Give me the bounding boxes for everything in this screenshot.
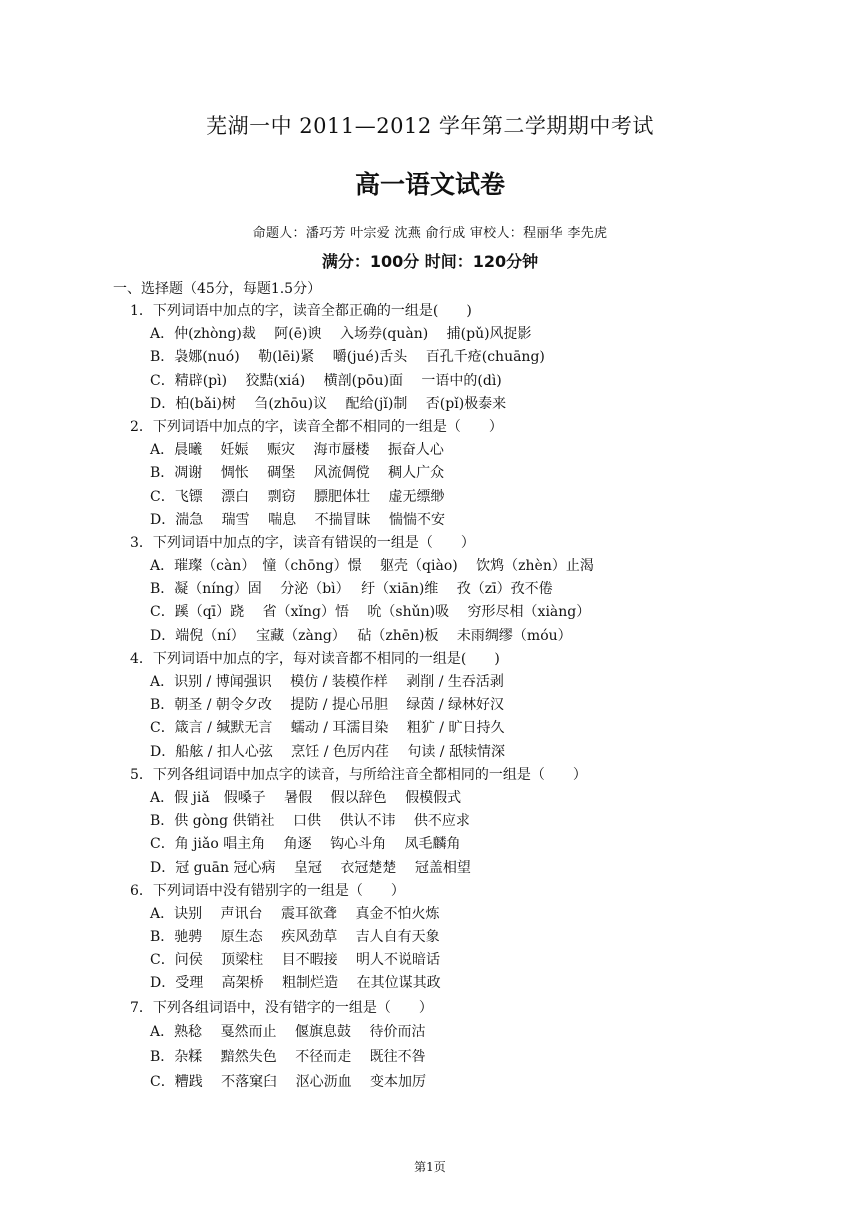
option-b: B．袅娜(nuó) 勒(lēi)紧 嚼(jué)舌头 百孔千疮(chuāng) <box>150 349 545 366</box>
option-a: A．晨曦 妊娠 赈灾 海市蜃楼 振奋人心 <box>150 442 444 459</box>
option-b: B．供 gòng 供销社 口供 供认不讳 供不应求 <box>150 813 470 830</box>
question-4 <box>130 648 770 764</box>
option-b: B．凝（níng）固 分泌（bì） 纡（xiān)维 孜（zī）孜不倦 <box>150 581 553 598</box>
question-2 <box>130 416 770 532</box>
option-a: A．识别 / 博闻强识 模仿 / 装模作样 剥削 / 生吞活剥 <box>150 674 504 690</box>
option-c: C．精辟(pì) 狡黠(xiá) 横剖(pōu)面 一语中的(dì) <box>150 372 502 389</box>
question-stem: 3．下列词语中加点的字，读音有错误的一组是（ ） <box>130 534 475 551</box>
question-6 <box>130 880 770 996</box>
page-number: 第1页 <box>414 1160 446 1174</box>
question-stem: 2．下列词语中加点的字，读音全都不相同的一组是（ ） <box>130 418 503 435</box>
question-stem: 1．下列词语中加点的字，读音全都正确的一组是( ) <box>130 303 472 319</box>
option-c: C．蹊（qī）跷 省（xǐng）悟 吮（shǔn)吸 穷形尽相（xiàng） <box>150 604 591 621</box>
option-a: A．假 jiǎ 假嗓子 暑假 假以辞色 假模假式 <box>150 789 462 806</box>
question-stem: 5．下列各组词语中加点字的读音，与所给注音全都相同的一组是（ ） <box>130 766 587 783</box>
score-time-line: 满分：100分 时间：120分钟 <box>321 252 539 271</box>
question-1 <box>130 300 770 416</box>
option-a: A．诀别 声讯台 震耳欲聋 真金不怕火炼 <box>150 905 440 922</box>
option-c: C．问侯 顶梁柱 目不暇接 明人不说暗话 <box>150 952 441 969</box>
option-d: D．柏(bǎi)树 刍(zhōu)议 配给(jǐ)制 否(pǐ)极泰来 <box>150 395 507 412</box>
option-c: C．飞镖 漂白 剽窃 膘肥体壮 虚无缥缈 <box>150 488 445 505</box>
section-heading: 一、选择题（45分，每题1.5分） <box>113 281 322 297</box>
question-list <box>130 300 770 1095</box>
question-7 <box>130 996 770 1095</box>
option-b: B．杂糅 黯然失色 不径而走 既往不咎 <box>150 1048 426 1065</box>
option-a: A．璀璨（càn） 憧（chōng）憬 躯壳（qiào) 饮鸩（zhèn）止渴 <box>150 558 594 575</box>
school-title: 芜湖一中 2011—2012 学年第二学期期中考试 <box>206 114 654 138</box>
option-d: D．冠 guān 冠心病 皇冠 衣冠楚楚 冠盖相望 <box>150 859 471 876</box>
option-d: D．湍急 瑞雪 喘息 不揣冒昧 惴惴不安 <box>150 511 446 528</box>
option-d: D．受理 高架桥 粗制烂造 在其位谋其政 <box>150 975 441 992</box>
authors-line: 命题人：潘巧芳 叶宗爱 沈燕 俞行成 审校人：程丽华 李先虎 <box>252 226 608 241</box>
option-d: D．端倪（ní） 宝藏（zàng） 砧（zhēn)板 未雨绸缪（móu） <box>150 627 572 644</box>
exam-title: 高一语文试卷 <box>354 170 505 199</box>
option-a: A．熟稔 戛然而止 偃旗息鼓 待价而沽 <box>150 1023 426 1040</box>
option-c: C．糟践 不落窠臼 沤心沥血 变本加厉 <box>150 1073 427 1090</box>
question-stem: 7．下列各组词语中，没有错字的一组是（ ） <box>130 999 433 1016</box>
question-3 <box>130 532 770 648</box>
question-stem: 6．下列词语中没有错别字的一组是（ ） <box>130 882 405 899</box>
option-b: B．凋谢 惆怅 碉堡 风流倜傥 稠人广众 <box>150 465 445 482</box>
option-b: B．朝圣 / 朝令夕改 提防 / 提心吊胆 绿茵 / 绿林好汉 <box>150 697 505 714</box>
option-d: D．船舷 / 扣人心弦 烹饪 / 色厉内荏 句读 / 舐犊情深 <box>150 743 505 760</box>
option-a: A．仲(zhòng)裁 阿(ē)谀 入场券(quàn) 捕(pǔ)风捉影 <box>150 326 532 343</box>
option-c: C．箴言 / 缄默无言 蠕动 / 耳濡目染 粗犷 / 旷日持久 <box>150 720 505 737</box>
question-stem: 4．下列词语中加点的字，每对读音都不相同的一组是( ) <box>130 650 500 667</box>
question-5 <box>130 764 770 880</box>
option-c: C．角 jiǎo 唱主角 角逐 钩心斗角 凤毛麟角 <box>150 836 461 853</box>
option-b: B．驰骋 原生态 疾风劲草 吉人自有天象 <box>150 929 440 946</box>
